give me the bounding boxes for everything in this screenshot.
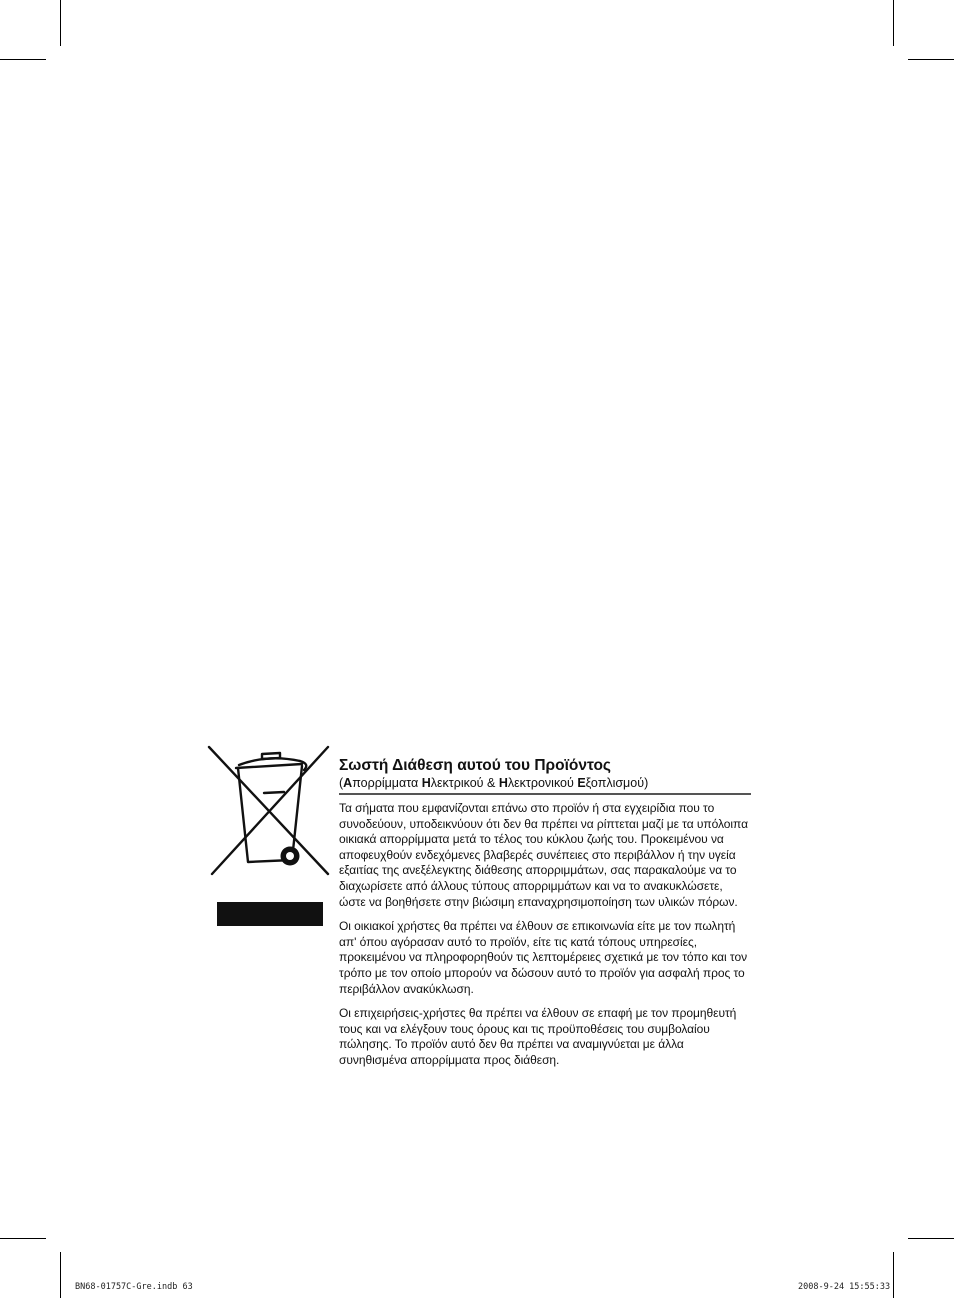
paragraph-disposal-info: Τα σήματα που εμφανίζονται επάνω στο προϊόν ή στα εγχειρίδια που το συνοδεύουν, υποδεικνύουν ότι δεν θα πρέπει να ρίπτεται μαζί με τα υπόλοιπα οικιακά απορρίμματα μετά το τέλος του κύκλου ζωής του. Προκειμένου να αποφευχθούν ενδεχόμενες βλαβερές συνέπειες στο περιβάλλον ή την υγεία εξαιτίας της ανεξέλεγκτης διάθεσης απορριμμάτων, σας παρακαλούμε να το διαχωρίσετε από άλλους τύπους απορριμμάτων και να το ανακυκλώσετε, ώστε να βοηθήσετε στην βιώσιμη επαναχρησιμοποίηση των υλικών πόρων. (339, 801, 748, 909)
footer-timestamp: 2008-9-24 15:55:33 (798, 1282, 891, 1292)
crop-mark-top-right-horizontal (908, 59, 954, 60)
section-title: Σωστή Διάθεση αυτού του Προϊόντος (339, 757, 611, 774)
crop-mark-top-left-horizontal (0, 59, 46, 60)
crop-mark-bottom-right-vertical (893, 1252, 894, 1298)
crop-mark-bottom-left-horizontal (0, 1238, 46, 1239)
crop-mark-top-left-vertical (60, 0, 61, 46)
subtitle-word-4: ξοπλισμού (585, 776, 645, 790)
crossed-out-wheelie-bin-icon (206, 744, 332, 880)
paragraph-household-users: Οι οικιακοί χρήστες θα πρέπει να έλθουν σε επικοινωνία είτε με τον πωλητή απ' όπου αγόρασαν αυτό το προϊόν, είτε τις κατά τόπους υπηρεσίες, προκειμένου να πληροφορηθούν τις λεπτομέρειες σχετικά με τον τόπο και τον τρόπο με τον οποίο μπορούν να δώσουν αυτό το προϊόν για ασφαλή προς το περιβάλλον ανακύκλωση. (339, 919, 748, 996)
subtitle-open-paren: ( (339, 776, 344, 790)
weee-disposal-section (339, 756, 751, 1078)
subtitle-close-paren: ) (644, 776, 649, 790)
crop-mark-bottom-right-horizontal (908, 1238, 954, 1239)
subtitle-initial-a: Α (343, 776, 353, 790)
black-bar (217, 902, 323, 926)
footer-file-info: BN68-01757C-Gre.indb 63 (75, 1282, 193, 1292)
section-subtitle (339, 775, 751, 795)
crop-mark-bottom-left-vertical (60, 1252, 61, 1298)
subtitle-word-2: λεκτρικού & (430, 776, 499, 790)
subtitle-initial-h1: Η (421, 776, 431, 790)
subtitle-word-3: λεκτρονικού (507, 776, 578, 790)
subtitle-word-1: πορρίμματα (352, 776, 422, 790)
subtitle-initial-e: Ε (577, 776, 586, 790)
paragraph-business-users: Οι επιχειρήσεις-χρήστες θα πρέπει να έλθουν σε επαφή με τον προμηθευτή τους και να ελέγξουν τους όρους και τις προϋποθέσεις του συμβολαίου πώλησης. Το προϊόν αυτό δεν θα πρέπει να αναμιγνύεται με άλλα συνηθισμένα απορρίμματα προς διάθεση. (339, 1006, 737, 1067)
crop-mark-top-right-vertical (893, 0, 894, 46)
subtitle-initial-h2: Η (498, 776, 508, 790)
